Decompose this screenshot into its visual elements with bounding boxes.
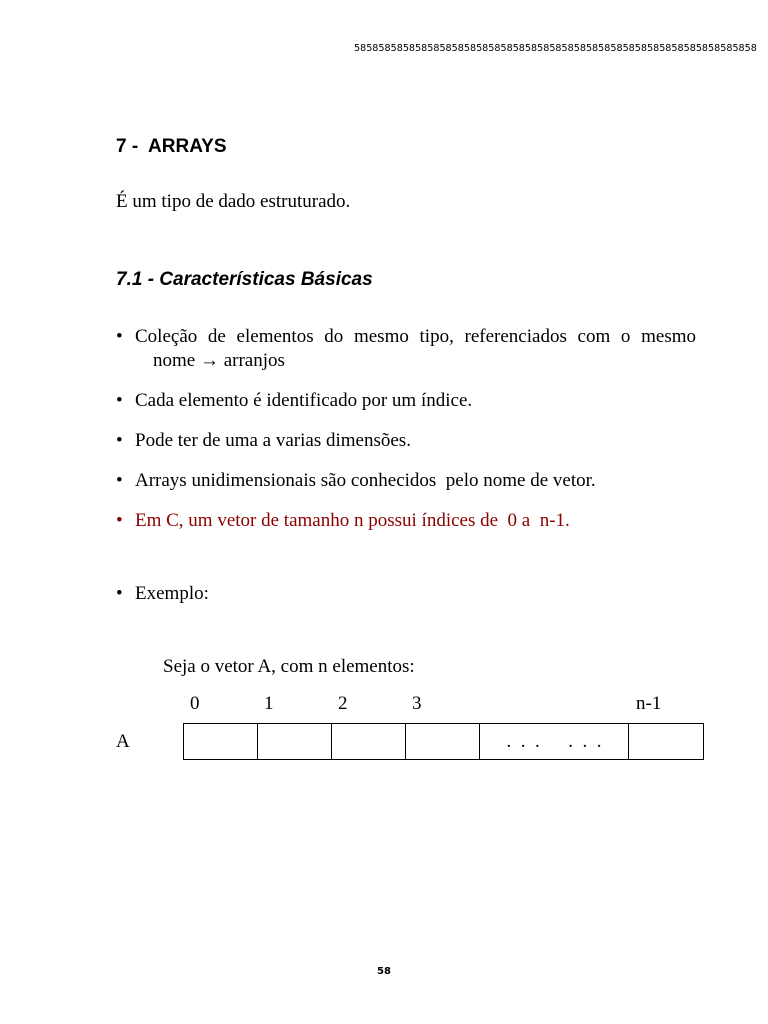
bullet-icon: • (116, 326, 123, 347)
array-cell (406, 724, 480, 759)
running-header-page-number: 585858585858585858585858585858585858585858585858585858585858585858 (354, 43, 757, 54)
array-diagram (183, 723, 704, 760)
bullet-icon: • (116, 583, 123, 604)
list-item (116, 469, 696, 493)
chapter-title: 7 - ARRAYS (116, 136, 227, 157)
list-item-text: Arrays unidimensionais são conhecidos pelo nome de vetor. (135, 470, 596, 491)
list-item (116, 389, 696, 413)
array-cell (258, 724, 332, 759)
list-item-text-line-1: Coleção de elementos do mesmo tipo, referenciados com o mesmo (135, 326, 696, 347)
array-index-label: 0 (190, 693, 200, 714)
list-item-highlighted (116, 509, 696, 533)
array-cell (332, 724, 406, 759)
array-cell (629, 724, 704, 759)
list-item-text: Cada elemento é identificado por um índice. (135, 390, 473, 411)
example-item (116, 582, 209, 606)
bullet-icon: • (116, 430, 123, 451)
section-title: 7.1 - Características Básicas (116, 269, 373, 290)
characteristics-list (116, 325, 696, 549)
array-cell-ellipsis: . . . . . . (480, 724, 629, 759)
array-index-label: 1 (264, 693, 274, 714)
array-index-label: 3 (412, 693, 422, 714)
array-index-label: n-1 (636, 693, 662, 714)
list-item-text-line-2: nome → arranjos (153, 350, 285, 371)
array-name-label: A (116, 731, 130, 752)
bullet-icon: • (116, 390, 123, 411)
array-cell (184, 724, 258, 759)
array-index-label: 2 (338, 693, 348, 714)
example-label: Exemplo: (135, 583, 209, 604)
bullet-icon: • (116, 510, 123, 531)
chapter-intro: É um tipo de dado estruturado. (116, 191, 351, 212)
list-item-text: Em C, um vetor de tamanho n possui índices de 0 a n-1. (135, 510, 570, 531)
page-number: 58 (377, 966, 391, 977)
list-item-text: Pode ter de uma a varias dimensões. (135, 430, 411, 451)
list-item (116, 325, 696, 373)
list-item (116, 429, 696, 453)
bullet-icon: • (116, 470, 123, 491)
vector-caption: Seja o vetor A, com n elementos: (163, 656, 415, 677)
